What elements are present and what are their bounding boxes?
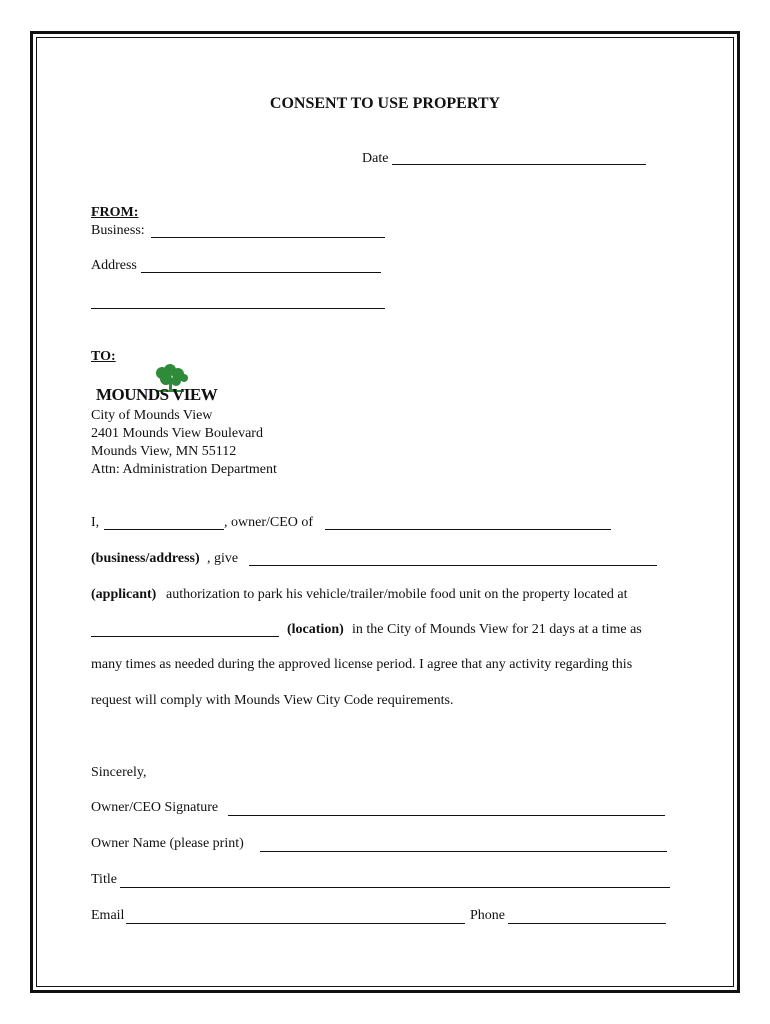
body-owner-ceo-of: , owner/CEO of (224, 515, 314, 530)
to-heading: TO: (91, 349, 116, 364)
applicant-field[interactable] (249, 565, 657, 566)
body-business-address: (business/address) (91, 551, 200, 566)
business-label: Business: (91, 223, 145, 238)
body-line5: request will comply with Mounds View City Code requirements. (91, 693, 454, 708)
phone-label: Phone (470, 908, 505, 923)
from-heading: FROM: (91, 205, 139, 220)
title-label: Title (91, 872, 117, 887)
body-i-prefix: I, (91, 515, 100, 530)
recipient-line2: 2401 Mounds View Boulevard (91, 426, 263, 441)
body-location: (location) (287, 622, 344, 637)
signature-field[interactable] (228, 815, 665, 816)
body-location-text: in the City of Mounds View for 21 days at a time as (352, 622, 642, 637)
recipient-line3: Mounds View, MN 55112 (91, 444, 237, 459)
email-label: Email (91, 908, 125, 923)
address-field-line2[interactable] (91, 308, 385, 309)
recipient-line1: City of Mounds View (91, 408, 213, 423)
address-label: Address (91, 258, 137, 273)
body-line4: many times as needed during the approved license period. I agree that any activity regarding this (91, 657, 633, 672)
date-field[interactable] (392, 164, 646, 165)
owner-name-print-field[interactable] (260, 851, 667, 852)
phone-field[interactable] (508, 923, 666, 924)
owner-name-field[interactable] (104, 529, 224, 530)
body-applicant: (applicant) (91, 587, 157, 602)
location-field[interactable] (91, 636, 279, 637)
document-title: CONSENT TO USE PROPERTY (269, 95, 501, 112)
title-field[interactable] (120, 887, 670, 888)
address-field[interactable] (141, 272, 381, 273)
recipient-line4: Attn: Administration Department (91, 462, 277, 477)
body-auth-text: authorization to park his vehicle/trailer/mobile food unit on the property located at (166, 587, 628, 602)
email-field[interactable] (126, 923, 465, 924)
signature-label: Owner/CEO Signature (91, 800, 219, 815)
business-field[interactable] (151, 237, 385, 238)
body-give: , give (207, 551, 239, 566)
logo-text: MOUNDS VIEW (96, 385, 218, 404)
sincerely: Sincerely, (91, 765, 147, 780)
business-name-field[interactable] (325, 529, 611, 530)
mounds-view-logo (94, 364, 218, 404)
date-label: Date (362, 151, 389, 166)
owner-name-print-label: Owner Name (please print) (91, 836, 244, 851)
